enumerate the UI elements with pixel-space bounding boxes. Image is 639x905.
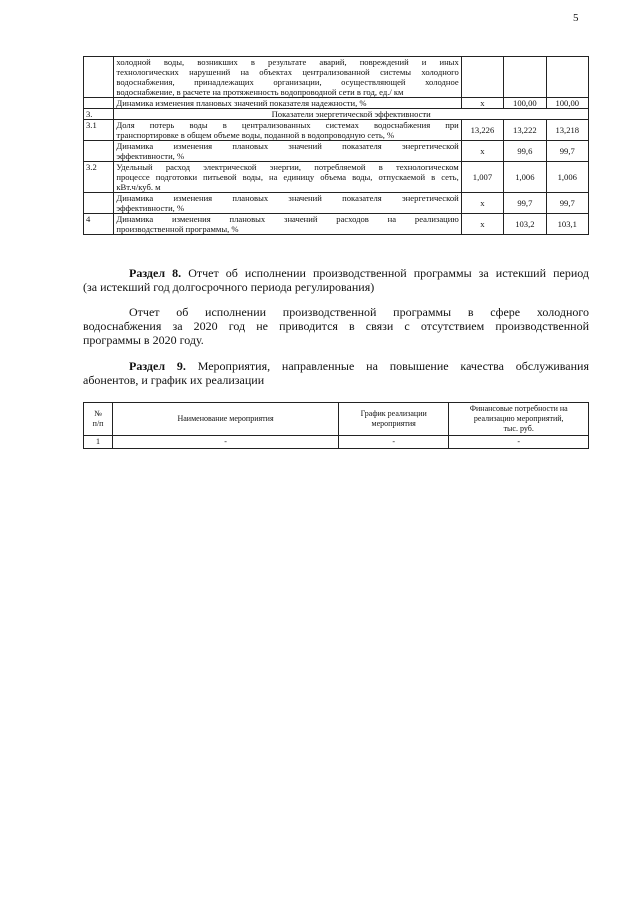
section-title: Показатели энергетической эффективности: [114, 109, 589, 120]
value-col-3: 13,218: [546, 120, 588, 141]
section-9-heading: [83, 359, 589, 387]
value-col-2: 13,222: [504, 120, 546, 141]
indicator-text: Динамика изменения плановых значений расходов на реализацию производственной программы, %: [114, 214, 461, 235]
table-row: [84, 436, 589, 449]
value-col-3: 100,00: [546, 98, 588, 109]
value-col-2: 103,2: [504, 214, 546, 235]
indicator-text: Динамика изменения плановых значений показателя надежности, %: [114, 98, 461, 109]
value-col-1: х: [461, 98, 503, 109]
row-number: 3.2: [84, 162, 114, 193]
header-finance: Финансовые потребности на реализацию мероприятий, тыс. руб.: [449, 403, 589, 436]
row-number: [84, 98, 114, 109]
table-row: [84, 98, 589, 109]
row-number: 1: [84, 436, 113, 449]
value-col-1: 13,226: [461, 120, 503, 141]
table-header-row: [84, 403, 589, 436]
table-row: [84, 193, 589, 214]
value-col-1: х: [461, 214, 503, 235]
value-col-3: 99,7: [546, 141, 588, 162]
value-col-3: [546, 57, 588, 98]
value-col-3: 1,006: [546, 162, 588, 193]
section-8-label: Раздел 8.: [129, 266, 182, 280]
header-name: Наименование мероприятия: [113, 403, 339, 436]
row-number: [84, 193, 114, 214]
section-9-label: Раздел 9.: [129, 359, 186, 373]
value-col-1: х: [461, 193, 503, 214]
measure-name: -: [113, 436, 339, 449]
page-number: 5: [573, 12, 579, 24]
value-col-3: 99,7: [546, 193, 588, 214]
measures-table: [83, 402, 589, 449]
value-col-2: 99,7: [504, 193, 546, 214]
table-row: [84, 214, 589, 235]
section-8-title: Отчет об исполнении производственной программы за истекший период: [188, 266, 590, 280]
value-col-1: [461, 57, 503, 98]
section-9-title: Мероприятия, направленные на повышение качества обслуживания: [197, 359, 589, 373]
value-col-2: 100,00: [504, 98, 546, 109]
value-col-1: х: [461, 141, 503, 162]
section-9-title-cont: абонентов, и график их реализации: [83, 373, 265, 387]
row-number: 4: [84, 214, 114, 235]
table-row: [84, 109, 589, 120]
measure-schedule: -: [339, 436, 449, 449]
header-schedule: График реализации мероприятия: [339, 403, 449, 436]
section-8-title-cont: (за истекший год долгосрочного периода регулирования): [83, 280, 375, 294]
section-8-heading: [83, 266, 589, 294]
indicator-text: холодной воды, возникших в результате аварий, повреждений и иных технологических нарушений на объектах централизованной системы холодного водоснабжения, принадлежащих организации, осуществляющей холодное водоснабжение, в расчете на протяженность водопроводной сети в год, ед./ км: [114, 57, 461, 98]
value-col-2: 99,6: [504, 141, 546, 162]
row-number: 3.: [84, 109, 114, 120]
table-row: [84, 141, 589, 162]
value-col-1: 1,007: [461, 162, 503, 193]
indicators-table: [83, 56, 589, 235]
indicator-text: Доля потерь воды в централизованных системах водоснабжения при транспортировке в общем объеме воды, поданной в водопроводную сеть, %: [114, 120, 461, 141]
value-col-2: [504, 57, 546, 98]
measure-finance: -: [449, 436, 589, 449]
table-row: [84, 162, 589, 193]
table-row: [84, 120, 589, 141]
indicator-text: Динамика изменения плановых значений показателя энергетической эффективности, %: [114, 141, 461, 162]
header-num: № п/п: [84, 403, 113, 436]
section-8-paragraph: Отчет об исполнении производственной программы в сфере холодного водоснабжения за 2020 год не приводится в связи с отсутствием производственной программы в 2020 году.: [83, 305, 589, 347]
row-number: 3.1: [84, 120, 114, 141]
indicator-text: Динамика изменения плановых значений показателя энергетической эффективности, %: [114, 193, 461, 214]
table-row: [84, 57, 589, 98]
row-number: [84, 141, 114, 162]
row-number: [84, 57, 114, 98]
value-col-2: 1,006: [504, 162, 546, 193]
indicator-text: Удельный расход электрической энергии, потребляемой в технологическом процессе подготовки питьевой воды, на единицу объема воды, отпускаемой в сеть, кВт.ч/куб. м: [114, 162, 461, 193]
value-col-3: 103,1: [546, 214, 588, 235]
